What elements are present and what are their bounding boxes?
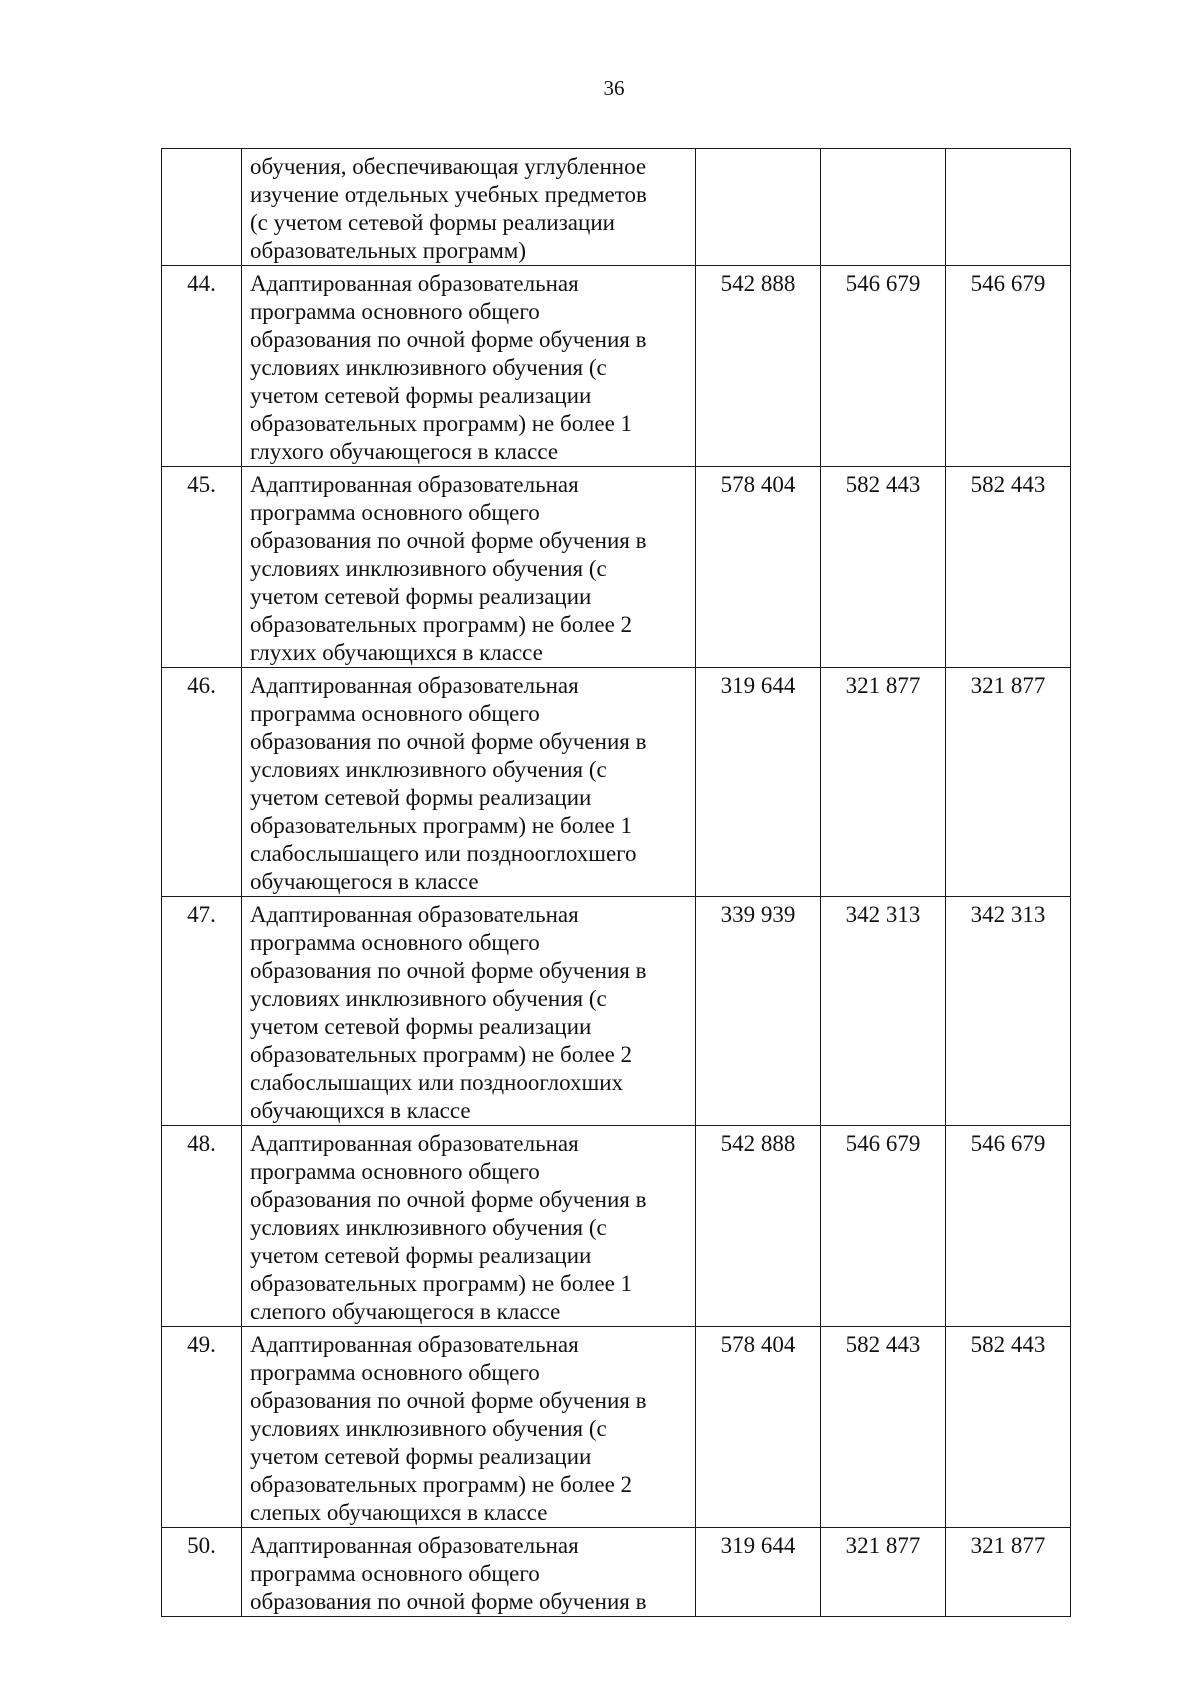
table-row (162, 467, 1071, 668)
program-description: обучения, обеспечивающая углубленное изучение отдельных учебных предметов (с учетом сетевой формы реализации образовательных программ) (242, 149, 696, 266)
row-number: 48. (162, 1126, 242, 1327)
value-year-2: 342 313 (821, 897, 946, 1126)
value-year-2: 321 877 (821, 1528, 946, 1617)
value-year-3: 582 443 (946, 467, 1071, 668)
table-row (162, 266, 1071, 467)
program-description: Адаптированная образовательная программа основного общего образования по очной форме обучения в условиях инклюзивного обучения (с учетом сетевой формы реализации образовательных программ) не более 2 слабослышащих или позднооглохших обучающихся в классе (242, 897, 696, 1126)
table-row (162, 897, 1071, 1126)
row-number: 50. (162, 1528, 242, 1617)
cost-table (161, 148, 1071, 1617)
value-year-2: 546 679 (821, 266, 946, 467)
row-number: 47. (162, 897, 242, 1126)
value-year-1: 319 644 (696, 668, 821, 897)
program-description: Адаптированная образовательная программа основного общего образования по очной форме обучения в условиях инклюзивного обучения (с учетом сетевой формы реализации образовательных программ) не более 1 глухого обучающегося в классе (242, 266, 696, 467)
table-row (162, 1327, 1071, 1528)
program-description: Адаптированная образовательная программа основного общего образования по очной форме обучения в условиях инклюзивного обучения (с учетом сетевой формы реализации образовательных программ) не более 2 слепых обучающихся в классе (242, 1327, 696, 1528)
value-year-3: 342 313 (946, 897, 1071, 1126)
table-row (162, 668, 1071, 897)
program-description: Адаптированная образовательная программа основного общего образования по очной форме обучения в условиях инклюзивного обучения (с учетом сетевой формы реализации образовательных программ) не более 1 слабослышащего или позднооглохшего обучающегося в классе (242, 668, 696, 897)
row-number: 46. (162, 668, 242, 897)
value-year-3 (946, 149, 1071, 266)
value-year-1: 578 404 (696, 1327, 821, 1528)
table-row (162, 149, 1071, 266)
value-year-2: 582 443 (821, 1327, 946, 1528)
program-description: Адаптированная образовательная программа основного общего образования по очной форме обучения в условиях инклюзивного обучения (с учетом сетевой формы реализации образовательных программ) не более 1 слепого обучающегося в классе (242, 1126, 696, 1327)
value-year-1: 578 404 (696, 467, 821, 668)
value-year-3: 582 443 (946, 1327, 1071, 1528)
row-number: 44. (162, 266, 242, 467)
value-year-1 (696, 149, 821, 266)
value-year-3: 546 679 (946, 1126, 1071, 1327)
value-year-1: 319 644 (696, 1528, 821, 1617)
row-number: 45. (162, 467, 242, 668)
table-row (162, 1528, 1071, 1617)
row-number: 49. (162, 1327, 242, 1528)
page-number: 36 (603, 76, 625, 100)
value-year-1: 542 888 (696, 266, 821, 467)
value-year-2: 321 877 (821, 668, 946, 897)
value-year-3: 546 679 (946, 266, 1071, 467)
value-year-3: 321 877 (946, 1528, 1071, 1617)
value-year-3: 321 877 (946, 668, 1071, 897)
value-year-2: 546 679 (821, 1126, 946, 1327)
value-year-2: 582 443 (821, 467, 946, 668)
row-number (162, 149, 242, 266)
program-description: Адаптированная образовательная программа основного общего образования по очной форме обучения в условиях инклюзивного обучения (с учетом сетевой формы реализации образовательных программ) не более 2 глухих обучающихся в классе (242, 467, 696, 668)
program-description: Адаптированная образовательная программа основного общего образования по очной форме обучения в (242, 1528, 696, 1617)
value-year-2 (821, 149, 946, 266)
value-year-1: 339 939 (696, 897, 821, 1126)
table-row (162, 1126, 1071, 1327)
value-year-1: 542 888 (696, 1126, 821, 1327)
